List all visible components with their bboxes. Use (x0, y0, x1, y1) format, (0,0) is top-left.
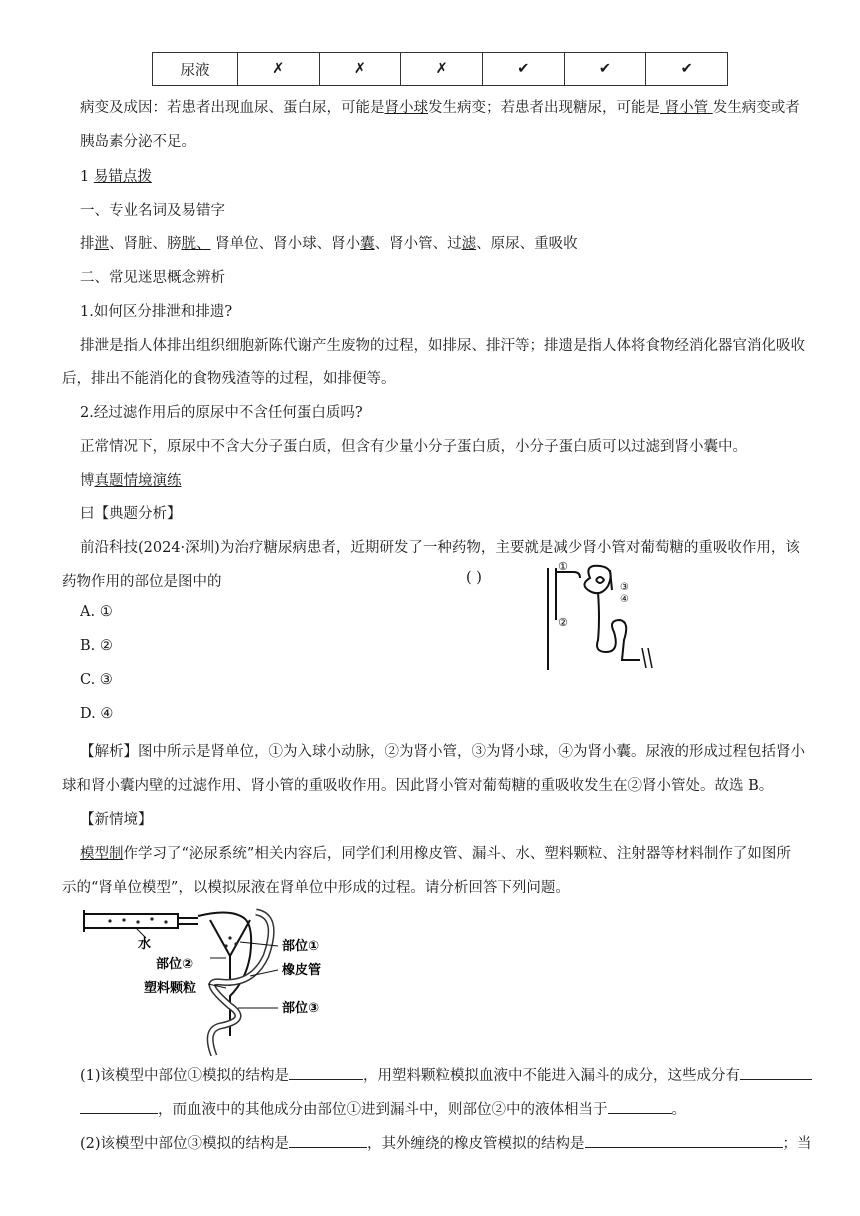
nephron-model-figure (80, 896, 380, 1056)
particle (234, 942, 237, 945)
particle (150, 917, 153, 920)
text: 病变及成因：若患者出现血尿、蛋白尿，可能是 (80, 100, 385, 116)
answer-1-line2: 后，排出不能消化的食物残渣等的过程，如排便等。 (62, 371, 396, 387)
table-cell: ✔ (482, 53, 564, 86)
figure-label-1: ① (558, 560, 568, 573)
heading-text: 真题情境演练 (94, 473, 182, 489)
underlined-char: 泄 (94, 236, 109, 252)
syringe-tip (178, 918, 198, 924)
solution-line2: 球和肾小囊内壁的过滤作用、肾小管的重吸收作用。因此肾小管对葡萄糖的重吸收发生在②肾小管处。故选 B。 (62, 778, 774, 794)
particle (224, 944, 227, 947)
table-cell: ✔ (564, 53, 646, 86)
efferent (610, 570, 612, 590)
particle (136, 920, 139, 923)
syringe (84, 914, 178, 928)
answer-1-line1: 排泄是指人体排出组织细胞新陈代谢产生废物的过程，如排尿、排汗等；排遗是指人体将食物经消化器官消化吸收 (80, 338, 805, 354)
q1-line2 (80, 1098, 686, 1119)
underlined-term: 模型制 (80, 846, 124, 862)
figure-label-rubber-tube: 橡皮管 (282, 963, 322, 978)
underlined-term: 肾小球 (384, 100, 428, 116)
table-cell: ✗ (401, 53, 483, 86)
particle (164, 920, 167, 923)
figure-label-part3: 部位③ (282, 1001, 320, 1016)
option-c: C. ③ (80, 672, 113, 688)
section-heading-1: 一、专业名词及易错字 (80, 203, 225, 219)
option-d: D. ④ (80, 706, 114, 722)
q1-line1 (80, 1064, 812, 1085)
pathology-line2: 胰岛素分泌不足。 (80, 134, 196, 150)
tips-heading (80, 165, 152, 186)
text: 发生病变；若患者出现糖尿，可能是 (428, 100, 660, 116)
new-context-heading: 【新情境】 (80, 812, 153, 828)
answer-blank[interactable] (289, 1065, 363, 1080)
table-cell: ✗ (319, 53, 401, 86)
glomerulus (596, 577, 604, 583)
particle (108, 919, 111, 922)
underlined-term: 肾小管 (660, 100, 713, 116)
text: ，而血液中的其他成分由部位①进到漏斗中，则部位②中的液体相当于 (158, 1102, 608, 1118)
model-line2: 示的“肾单位模型”，以模拟尿液在肾单位中形成的过程。请分析回答下列问题。 (62, 880, 570, 896)
solution-line1: 【解析】图中所示是肾单位，①为入球小动脉，②为肾小管，③为肾小球，④为肾小囊。尿液的形成过程包括肾小 (80, 744, 805, 760)
underlined-char: 囊 (360, 236, 375, 252)
table-cell: ✗ (238, 53, 320, 86)
answer-blank[interactable] (80, 1099, 158, 1114)
answer-blank[interactable] (585, 1133, 783, 1148)
figure-label-particles: 塑料颗粒 (144, 981, 197, 996)
terms-line (80, 232, 578, 253)
nephron-figure (540, 560, 660, 672)
question-line1: 前沿科技(2024·深圳)为治疗糖尿病患者，近期研发了一种药物，主要就是减少肾小管对葡萄糖的重吸收作用，该 (80, 540, 800, 556)
answer-blank[interactable] (608, 1099, 672, 1114)
answer-blank[interactable] (289, 1133, 367, 1148)
text: 作学习了“泌尿系统”相关内容后，同学们利用橡皮管、漏斗、水、塑料颗粒、注射器等材料制作了如图所 (123, 846, 791, 862)
figure-label-part2: 部位② (156, 957, 194, 972)
figure-label-part1: 部位① (282, 939, 320, 954)
figure-label-water: 水 (138, 937, 152, 952)
question-1: 1.如何区分排泄和排遗? (80, 304, 233, 320)
particle (228, 936, 231, 939)
urine-table (152, 52, 728, 86)
row-label: 尿液 (153, 53, 238, 86)
rubber-tube (210, 912, 271, 1056)
break-mark (648, 648, 652, 668)
text: (1)该模型中部位①模拟的结构是 (80, 1068, 290, 1084)
section-heading-2: 二、常见迷思概念辨析 (80, 270, 225, 286)
text: ；当 (782, 1136, 812, 1152)
pathology-line1 (80, 96, 800, 117)
text: ，其外缠绕的橡皮管模拟的结构是 (367, 1136, 585, 1152)
question-2: 2.经过滤作用后的原尿中不含任何蛋白质吗? (80, 405, 363, 421)
table-cell: ✔ (646, 53, 728, 86)
analysis-heading: 曰【典题分析】 (80, 506, 182, 522)
underlined-char: 滤 (461, 236, 477, 252)
answer-blank[interactable] (740, 1065, 812, 1080)
model-line1 (80, 842, 791, 863)
text: 、原尿、重吸收 (476, 236, 578, 252)
text: 。 (671, 1102, 686, 1118)
particle (122, 918, 125, 921)
practice-heading (80, 469, 182, 490)
break-mark (642, 648, 646, 668)
answer-2: 正常情况下，原尿中不含大分子蛋白质，但含有少量小分子蛋白质，小分子蛋白质可以过滤到肾小囊中。 (80, 439, 747, 455)
text: (2)该模型中部位③模拟的结构是 (80, 1136, 290, 1152)
text: 肾单位、肾小球、肾小 (210, 236, 361, 252)
text: 、肾小管、过 (374, 236, 462, 252)
figure-label-3: ③ (620, 582, 629, 593)
question-line2: 药物作用的部位是图中的 (62, 574, 222, 590)
answer-parentheses: ( ) (466, 570, 482, 586)
heading-prefix: 1 (80, 169, 94, 185)
option-a: A. ① (80, 604, 113, 620)
heading-prefix: 博 (80, 473, 95, 489)
table-row (153, 53, 728, 86)
text: 排 (80, 236, 95, 252)
text: 发生病变或者 (712, 100, 800, 116)
figure-label-4: ④ (620, 594, 629, 605)
underlined-char: 胱、 (181, 236, 211, 252)
figure-label-2: ② (558, 616, 568, 629)
option-b: B. ② (80, 638, 113, 654)
q2-line1 (80, 1132, 812, 1153)
renal-tubule (597, 592, 640, 660)
text: 、肾脏、膀 (109, 236, 182, 252)
text: ，用塑料颗粒模拟血液中不能进入漏斗的成分，这些成分有 (363, 1068, 741, 1084)
heading-text: 易错点拨 (93, 169, 152, 185)
